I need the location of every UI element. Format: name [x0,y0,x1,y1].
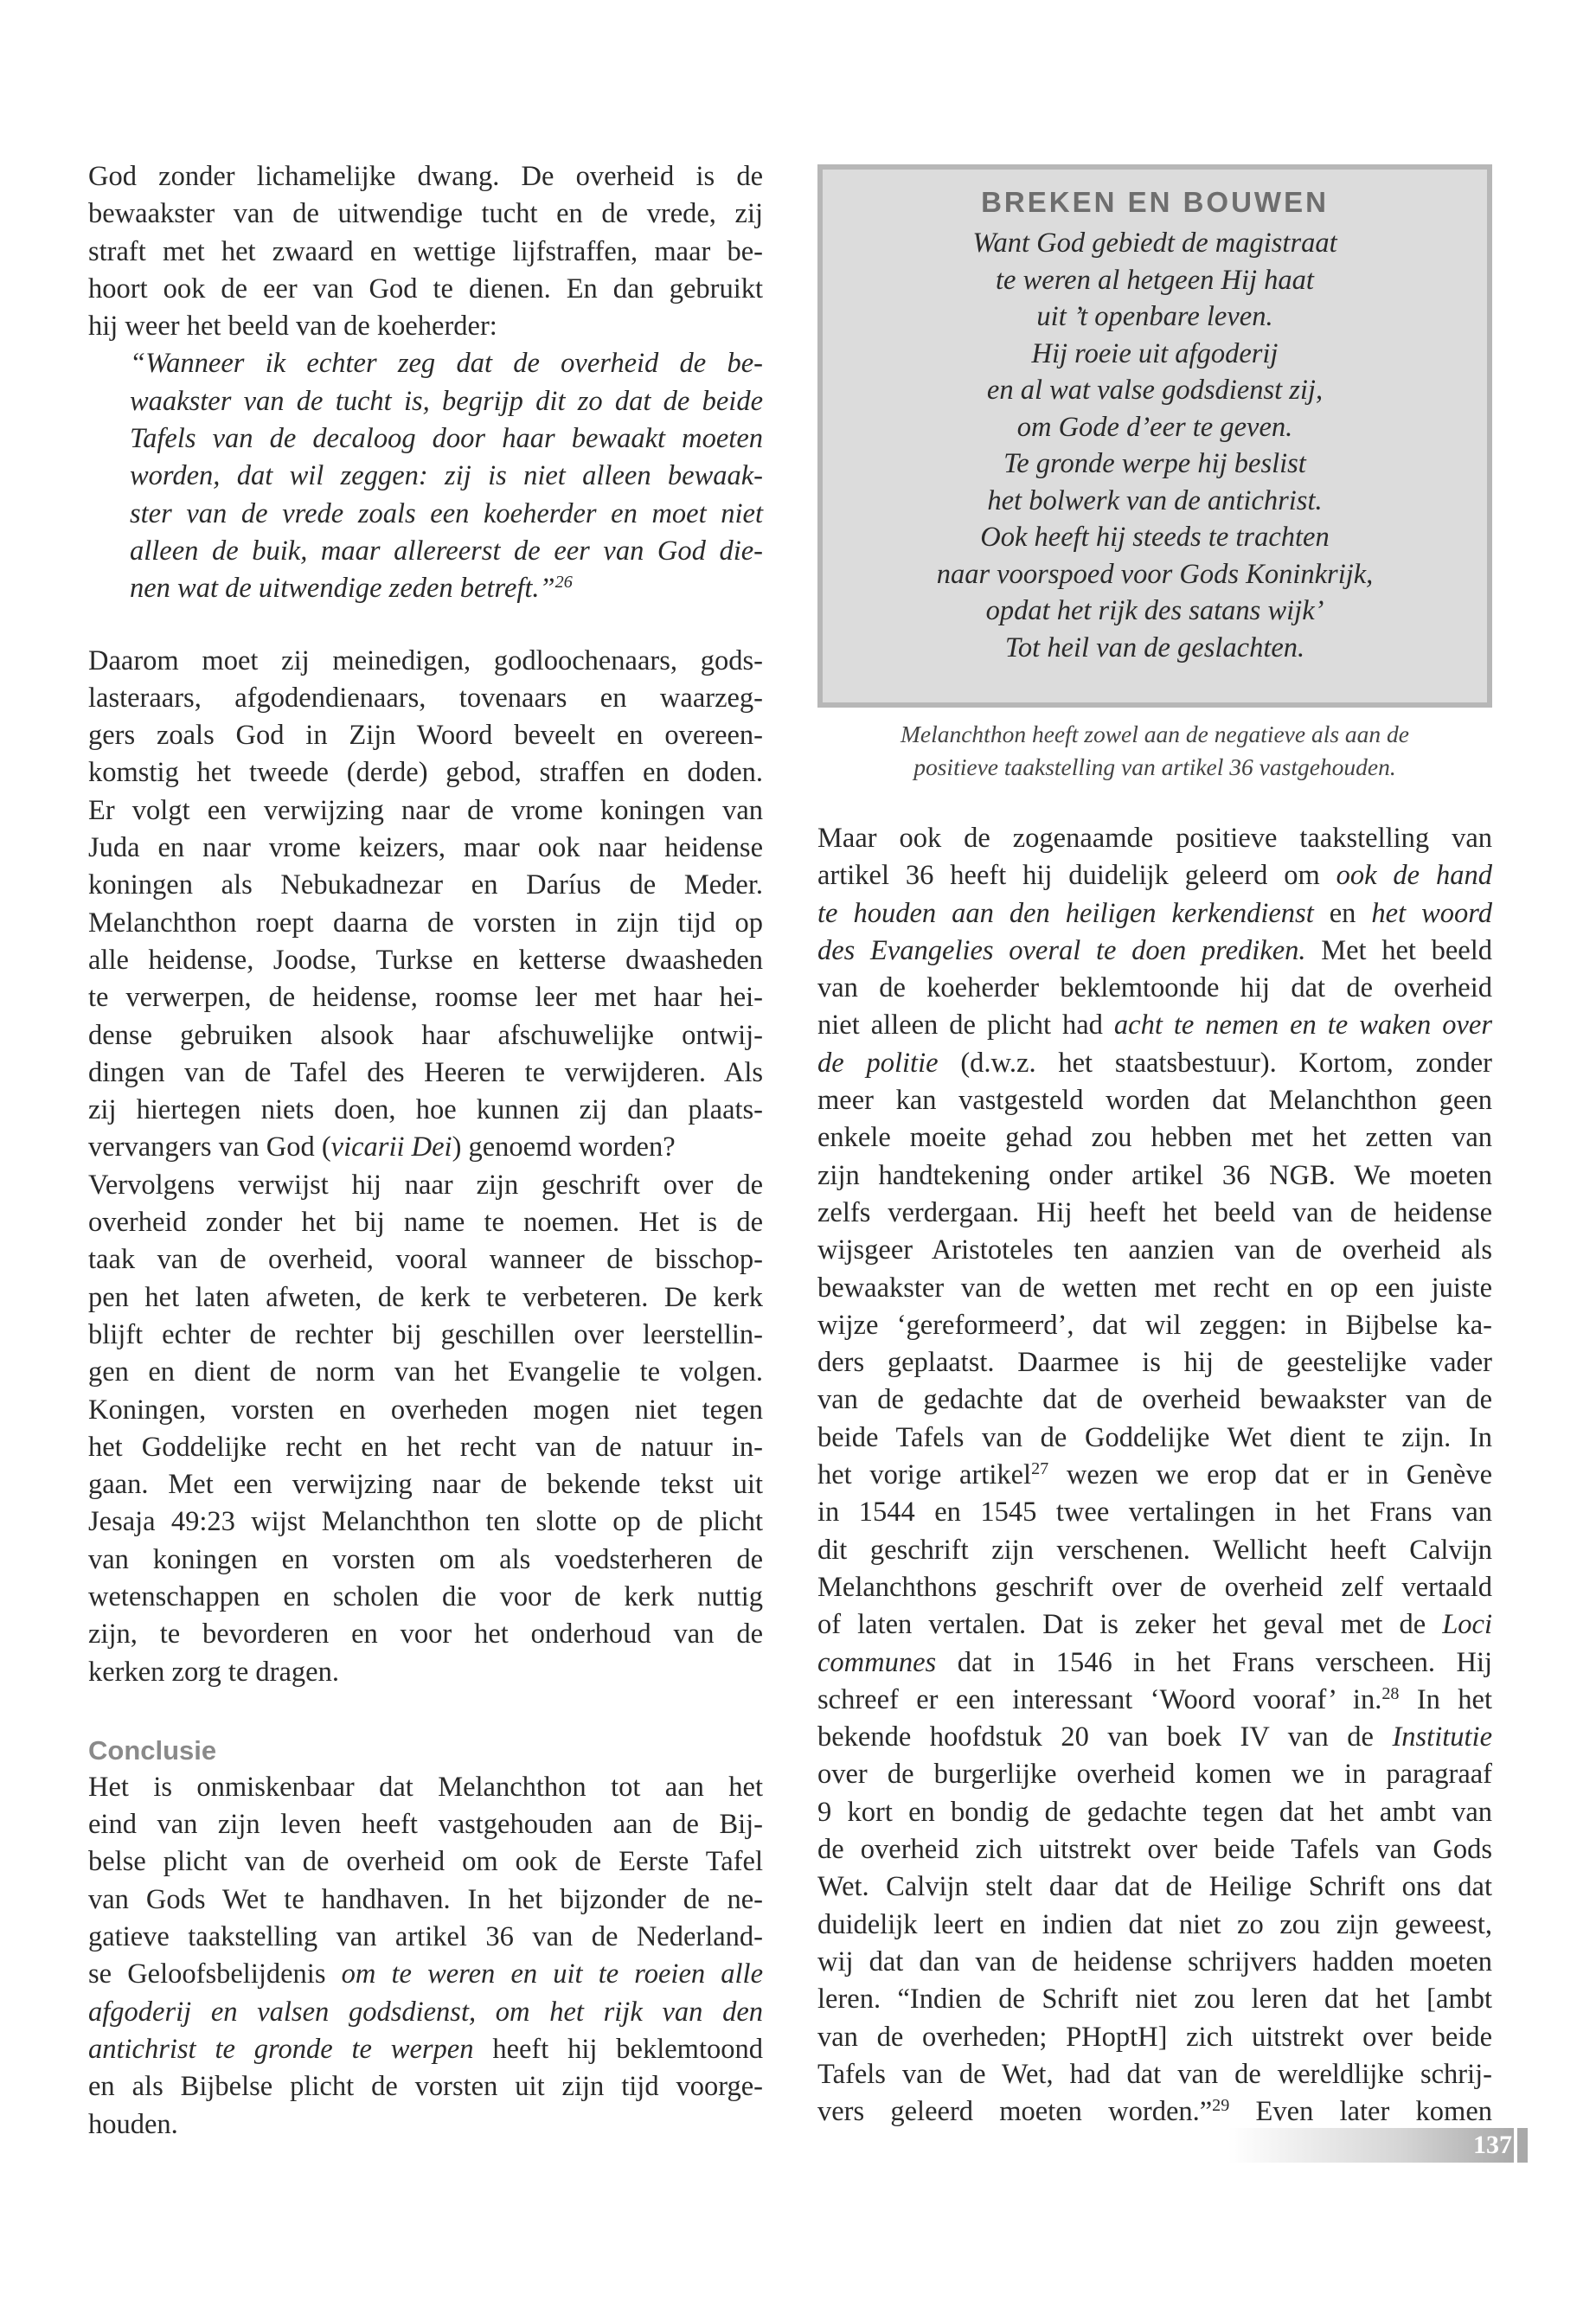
text-span: artikel 36 heeft hij duidelijk geleerd om [817,860,1336,892]
text-line: Koningen, vorsten en overheden mogen niet tegen [88,1394,763,1426]
text-line: leren. “Indien de Schrift niet zou leren dat het [ambt [817,1984,1492,2016]
poem-line: uit ’t openbare leven. [1036,301,1273,332]
text-span: dat in 1546 in het Frans verscheen. Hij [936,1646,1492,1678]
text-line: zelfs verdergaan. Hij heeft het beeld van de heidense [817,1196,1492,1228]
text-line: koningen als Nebukadnezar en Daríus de Meder. [88,869,763,901]
text-line: blijft echter de rechter bij geschillen over leerstellin- [88,1318,763,1350]
text-line: te verwerpen, de heidense, roomse leer met haar hei- [88,982,763,1014]
text-line: Wet. Calvijn stelt daar dat de Heilige Schrift ons dat [817,1871,1492,1903]
text-line [817,1457,1492,1494]
text-span: en [1313,897,1372,929]
text-line: hij weer het beeld van de koeherder: [88,311,497,343]
text-line: in 1544 en 1545 twee vertalingen in het Frans van [817,1497,1492,1529]
text-line: wij dat dan van de heidense schrijvers hadden moeten [817,1945,1492,1977]
text-line: ders geplaatst. Daarmee is hij de geestelijke vader [817,1347,1492,1379]
poem-title: BREKEN EN BOUWEN [981,186,1329,218]
poem-line: Hij roeie uit afgoderij [1031,337,1279,369]
text-line: straft met het zwaard en wettige lijfstraffen, maar be- [88,235,763,267]
text-line: bewaakster van de uitwendige tucht en de vrede, zij [88,198,763,230]
text-line [88,2031,763,2068]
text-line [88,1129,763,1166]
text-line: wijsgeer Aristoteles ten aanzien van de overheid als [817,1234,1492,1266]
text-line [817,857,1492,894]
text-line: zij hiertegen niets doen, hoe kunnen zij dan plaats- [88,1094,763,1126]
left-column [88,158,763,2144]
poem-line: en al wat valse godsdienst zij, [986,375,1324,406]
poem-line: Ook heeft hij steeds te trachten [980,522,1330,553]
text-line [817,933,1492,970]
text-line [88,1994,763,2031]
text-line [817,1644,1492,1682]
text-line: gen en dient de norm van het Evangelie te volgen. [88,1356,763,1388]
italic-text: de politie [817,1047,939,1079]
text-line: gaan. Met een verwijzing naar de bekende tekst uit [88,1469,763,1501]
italic-text: acht te nemen en te waken over [1113,1009,1492,1042]
box-caption [817,718,1492,784]
section-heading: Conclusie [88,1734,217,1766]
text-line [817,1045,1492,1082]
text-line: Maar ook de zogenaamde positieve taakstelling van [817,823,1492,854]
quote-line [130,570,763,607]
footnote-ref-26: 26 [554,573,573,593]
italic-text: te houden aan den heiligen kerkendienst [817,897,1314,929]
text-span: of laten vertalen. Dat is zeker het geval met de [817,1609,1443,1641]
poem-line: te weren al hetgeen Hij haat [996,264,1314,296]
text-span: wezen we erop dat er in Genève [1048,1459,1492,1491]
text-line: Melanchthon roept daarna de vorsten in zijn tijd op [88,907,763,939]
footnote-ref-28: 28 [1381,1683,1400,1703]
text-line: God zonder lichamelijke dwang. De overheid is de [88,161,763,192]
text-line: bewaakster van de wetten met recht en op een juiste [817,1272,1492,1304]
italic-text: afgoderij en valsen godsdienst, om het rijk van den [88,1996,763,2028]
text-span: In het [1399,1683,1493,1715]
italic-text: antichrist te gronde te werpen [88,2033,474,2065]
quote-line: waakster van de tucht is, begrijp dit zo dat de beide [130,385,763,417]
italic-text: Institutie [1392,1721,1492,1753]
text-line: dit geschrift zijn verschenen. Wellicht heeft Calvijn [817,1534,1492,1566]
text-line: gers zoals God in Zijn Woord beveelt en overeen- [88,720,763,752]
text-line: het Goddelijke recht en het recht van de natuur in- [88,1431,763,1463]
text-line: van de gedachte dat de overheid bewaakster van de [817,1384,1492,1416]
text-line: taak van de overheid, vooral wanneer de bisschop- [88,1244,763,1276]
text-line: van de koeherder beklemtoonde hij dat de overheid [817,972,1492,1004]
page-number: 137 [1473,2131,1512,2159]
poem-line: om Gode d’eer te geven. [1016,411,1293,443]
text-span: het vorige artikel [817,1459,1032,1491]
poem-line: opdat het rijk des satans wijk’ [985,595,1324,626]
poem-line: Want God gebiedt de magistraat [972,228,1337,259]
text-line: enkele moeite gehad zou hebben met het zetten van [817,1122,1492,1154]
text-line: van Gods Wet te handhaven. In het bijzonder de ne- [88,1883,763,1915]
quote-line: “Wanneer ik echter zeg dat de overheid de be- [130,348,763,380]
text-span: se Geloofsbelijdenis [88,1958,342,1990]
caption-line: positieve taakstelling van artikel 36 vastgehouden. [913,753,1396,780]
text-line: lasteraars, afgodendienaars, tovenaars en waarzeg- [88,682,763,714]
text-line: wetenschappen en scholen die voor de kerk nuttig [88,1580,763,1612]
quote-line: Tafels van de decaloog door haar bewaakt moeten [130,423,763,455]
text-line: 9 kort en bondig de gedachte tegen dat het ambt van [817,1796,1492,1828]
text-line: Daarom moet zij meinedigen, godloochenaars, gods- [88,644,763,676]
text-line: dense gebruiken alsook haar afschuwelijke ontwij- [88,1019,763,1051]
quote-line: ster van de vrede zoals een koeherder en moet niet [130,497,763,529]
text-line: gatieve taakstelling van artikel 36 van de Nederland- [88,1921,763,1953]
text-span: heeft hij beklemtoond [473,2033,763,2065]
text-line [817,1007,1492,1044]
italic-text: Loci [1442,1609,1492,1641]
italic-text: om te weren en uit te roeien alle [341,1958,763,1990]
text-line [817,1606,1492,1644]
text-line: over de burgerlijke overheid komen we in paragraaf [817,1759,1492,1791]
poem-line: Tot heil van de geslachten. [1004,631,1305,663]
text-span: vers geleerd moeten worden.” [817,2096,1213,2128]
text-line: meer kan vastgesteld worden dat Melanchthon geen [817,1085,1492,1117]
text-line [817,895,1492,933]
text-line: Vervolgens verwijst hij naar zijn geschrift over de [88,1169,763,1201]
text-line: Tafels van de Wet, had dat van de wereldlijke schrij- [817,2058,1492,2090]
text-line [817,1719,1492,1756]
text-line: Er volgt een verwijzing naar de vrome koningen van [88,794,763,826]
text-line: dingen van de Tafel des Heeren te verwijderen. Als [88,1056,763,1088]
text-span: bekende hoofdstuk 20 van boek IV van de [817,1721,1393,1753]
italic-text: communes [817,1646,937,1678]
caption-line: Melanchthon heeft zowel aan de negatieve als aan de [900,721,1410,747]
italic-text: het woord [1371,897,1492,929]
text-line: zijn, te bevorderen en voor het onderhoud van de [88,1618,763,1650]
text-line: hoort ook de eer van God te dienen. En dan gebruikt [88,272,763,304]
text-span: Even later komen [1229,2096,1492,2128]
footnote-ref-29: 29 [1212,2096,1230,2116]
text-line: belse plicht van de overheid om ook de Eerste Tafel [88,1846,763,1878]
text-span: ) genoemd worden? [452,1131,676,1163]
text-span: niet alleen de plicht had [817,1009,1114,1042]
text-line: de overheid zich uitstrekt over beide Tafels van Gods [817,1834,1492,1866]
right-column [817,820,1492,2131]
quote-line: worden, dat wil zeggen: zij is niet alleen bewaak- [130,460,763,492]
text-line: van koningen en vorsten om als voedsterheren de [88,1543,763,1575]
text-line [88,1956,763,1993]
text-line [817,1682,1492,1719]
poem-box [817,164,1492,708]
footnote-ref-27: 27 [1031,1458,1049,1478]
text-line: pen het laten afweten, de kerk te verbeteren. De kerk [88,1281,763,1313]
text-line: Jesaja 49:23 wijst Melanchthon ten slotte op de plicht [88,1506,763,1538]
text-line: Melanchthons geschrift over de overheid zelf vertaald [817,1571,1492,1603]
text-span: (d.w.z. het staatsbestuur). Kortom, zonder [938,1047,1492,1079]
poem-line: naar voorspoed voor Gods Koninkrijk, [936,558,1374,590]
quote-line: alleen de buik, maar allereerst de eer van God die- [130,535,763,567]
text-line: zijn handtekening onder artikel 36 NGB. We moeten [817,1159,1492,1191]
text-line: en als Bijbelse plicht de vorsten uit zijn tijd voorge- [88,2071,763,2103]
text-line: overheid zonder het bij name te noemen. Het is de [88,1207,763,1239]
text-line: van de overheden; PHoptH] zich uitstrekt over beide [817,2021,1492,2053]
italic-text: ook de hand [1336,860,1492,892]
text-line: komstig het tweede (derde) gebod, straffen en doden. [88,757,763,789]
text-line [817,2093,1492,2131]
text-line: houden. [88,2108,178,2140]
italic-text: vicarii Dei [330,1131,452,1163]
block-quote [88,345,763,607]
text-span: vervangers van God ( [88,1131,331,1163]
quote-text: nen wat de uitwendige zeden betreft.” [130,573,555,605]
text-span: Met het beeld [1305,934,1492,966]
text-line: Het is onmiskenbaar dat Melanchthon tot aan het [88,1771,763,1803]
italic-text: des Evangelies overal te doen prediken. [817,934,1306,966]
text-span: schreef er een interessant ‘Woord vooraf’ in. [817,1683,1382,1715]
text-line: alle heidense, Joodse, Turkse en ketterse dwaasheden [88,944,763,976]
poem-line: Te gronde werpe hij beslist [1003,448,1306,479]
text-line: beide Tafels van de Goddelijke Wet dient te zijn. In [817,1421,1492,1453]
text-line: Juda en naar vrome keizers, maar ook naar heidense [88,832,763,864]
text-line: kerken zorg te dragen. [88,1656,339,1688]
text-line: eind van zijn leven heeft vastgehouden aan de Bij- [88,1809,763,1841]
page-number-bar-end [1517,2128,1528,2163]
text-line: duidelijk leert en indien dat niet zo zou zijn geweest, [817,1908,1492,1940]
text-line: wijze ‘gereformeerd’, dat wil zeggen: in Bijbelse ka- [817,1309,1492,1341]
poem-line: het bolwerk van de antichrist. [987,484,1323,516]
